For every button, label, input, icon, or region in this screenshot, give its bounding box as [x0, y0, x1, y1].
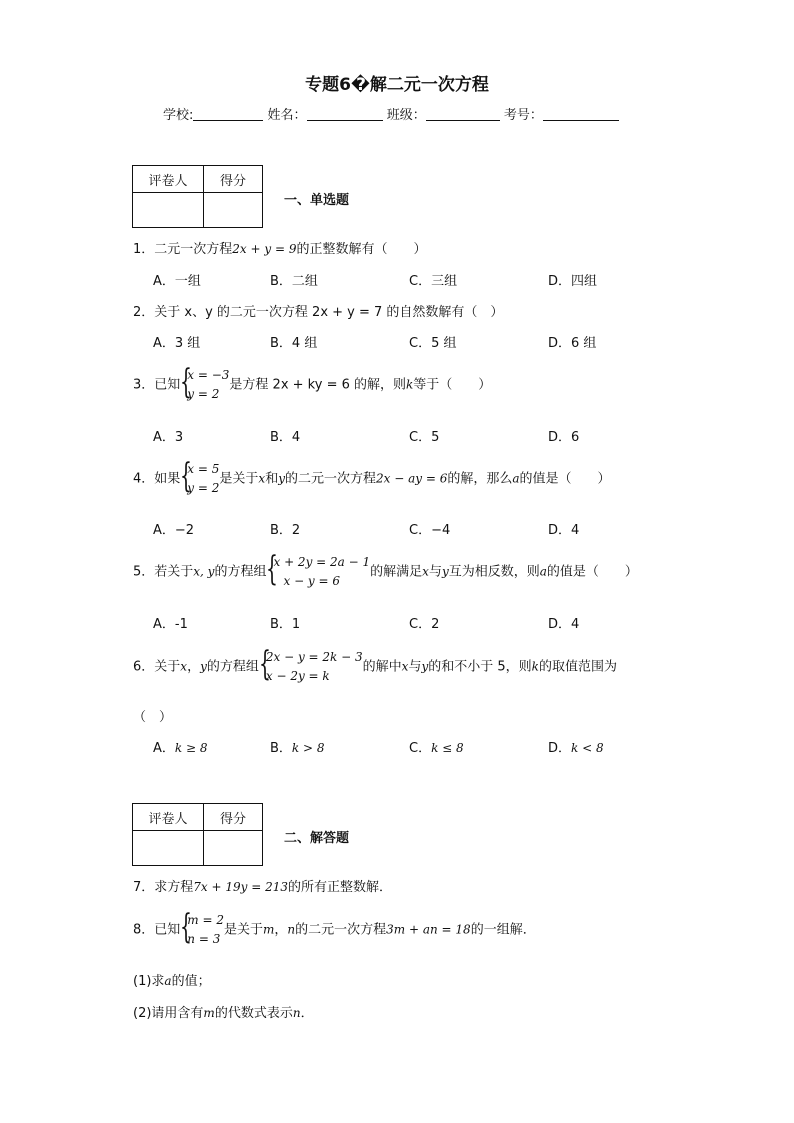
q6-system-line-1: 2x − y = 2k − 3	[265, 650, 363, 664]
score-table-1	[132, 165, 263, 228]
question-4	[133, 456, 611, 498]
q3-k: k	[406, 377, 414, 392]
q4-option-a[interactable]: A．−2	[153, 523, 195, 538]
question-1	[133, 238, 426, 257]
name-label: 姓名：	[267, 108, 307, 123]
grader-cell-2[interactable]	[133, 831, 204, 866]
q6-suffix-2: 的取值范围为	[538, 659, 617, 675]
score-header: 得分	[204, 166, 263, 193]
q3-option-c[interactable]: C．5	[409, 430, 440, 445]
q6-x: x	[180, 659, 188, 674]
q8-s2-n: n	[292, 1006, 301, 1020]
q6-comma: ，	[187, 659, 201, 675]
school-blank[interactable]	[193, 108, 263, 121]
q7-suffix: 的所有正整数解．	[288, 880, 393, 895]
q4-middle: 是关于	[219, 471, 259, 487]
q3-option-d[interactable]: D．6	[548, 430, 580, 445]
q4-suffix-2: 的值是（ ）	[519, 471, 611, 487]
q6-option-c-label: C．	[409, 741, 432, 756]
q6-y: y	[200, 659, 207, 674]
q4-y: y	[278, 471, 285, 486]
q1-prefix: 1．二元一次方程	[133, 242, 233, 257]
class-label: 班级：	[386, 108, 426, 123]
name-blank[interactable]	[307, 108, 383, 121]
question-2: 2．关于 x、y 的二元一次方程 2x + y = 7 的自然数解有（ ）	[133, 305, 504, 320]
q8-s2-suffix: ．	[300, 1006, 314, 1021]
q6-x-2: x	[401, 659, 409, 674]
grader-cell[interactable]	[133, 193, 204, 228]
q3-option-a[interactable]: A．3	[153, 430, 184, 445]
q7-equation: 7x + 19y = 213	[193, 880, 289, 894]
q1-option-a[interactable]: A．一组	[153, 274, 201, 289]
q6-option-b-label: B．	[270, 741, 292, 756]
question-3	[133, 362, 492, 404]
q6-option-b-value: k > 8	[291, 741, 325, 755]
q6-option-d[interactable]	[548, 737, 604, 756]
q8-s1-prefix: (1)求	[133, 974, 165, 989]
q3-system-line-1: x = −3	[187, 368, 230, 382]
q8-middle-2: 的二元一次方程	[295, 922, 387, 938]
q3-middle: 是方程 2x + ky = 6 的解，则	[229, 377, 406, 393]
q6-with: 与	[408, 659, 422, 675]
section-heading-single-choice: 一、单选题	[284, 193, 350, 208]
q6-option-b[interactable]	[270, 737, 325, 756]
q3-prefix: 3．已知	[133, 377, 181, 393]
q4-system-line-1: x = 5	[187, 462, 220, 476]
q8-system: { m = 2 n = 3	[180, 907, 224, 947]
q4-system: { x = 5 y = 2	[180, 456, 220, 496]
q4-and: 和	[265, 471, 279, 487]
q3-option-b[interactable]: B．4	[270, 430, 301, 445]
q5-option-b[interactable]: B．1	[270, 617, 301, 632]
q4-option-d[interactable]: D．4	[548, 523, 580, 538]
q8-s1-suffix: 的值；	[171, 974, 211, 989]
q5-prefix: 5．若关于	[133, 564, 194, 580]
q3-suffix: 等于（ ）	[413, 377, 492, 393]
q8-system-line-2: n = 3	[187, 932, 221, 946]
q2-option-d[interactable]: D．6 组	[548, 336, 597, 351]
q5-middle-2: 的解满足	[370, 564, 423, 580]
q8-suffix: 的一组解．	[470, 922, 536, 938]
number-blank[interactable]	[543, 108, 619, 121]
q6-answer-bracket: （ ）	[133, 710, 173, 725]
q1-option-c[interactable]: C．三组	[409, 274, 458, 289]
q5-system-line-1: x + 2y = 2a − 1	[273, 555, 371, 569]
q5-x: x	[422, 564, 429, 579]
score-cell-2[interactable]	[204, 831, 263, 866]
q6-middle: 的方程组	[206, 659, 259, 675]
q6-prefix: 6．关于	[133, 659, 181, 675]
q6-k: k	[531, 659, 539, 674]
q6-option-a-value: k ≥ 8	[174, 741, 208, 755]
q6-system: { 2x − y = 2k − 3 x − 2y = k	[258, 644, 363, 684]
q6-option-d-label: D．	[548, 741, 572, 756]
q5-y: y	[441, 564, 449, 579]
page-title: 专题6�解二元一次方程	[305, 75, 489, 95]
q3-system-line-2: y = 2	[187, 387, 220, 401]
q6-suffix: 的和不小于 5，则	[428, 659, 532, 675]
q5-system-line-2: x − y = 6	[283, 574, 341, 588]
question-6	[133, 644, 617, 686]
q6-option-a-label: A．	[153, 741, 175, 756]
q1-option-b[interactable]: B．二组	[270, 274, 318, 289]
q4-a: a	[512, 471, 520, 486]
q4-x: x	[258, 471, 266, 486]
q5-option-a[interactable]: A．-1	[153, 617, 188, 632]
q8-equation: 3m + an = 18	[386, 922, 471, 937]
q8-s1-a: a	[164, 974, 172, 988]
q5-system: { x + 2y = 2a − 1 x − y = 6	[266, 549, 371, 589]
q8-s2-prefix: (2)请用含有	[133, 1006, 204, 1021]
q6-y-2: y	[421, 659, 429, 674]
question-5	[133, 549, 638, 591]
q4-prefix: 4．如果	[133, 471, 181, 487]
q6-middle-2: 的解中	[362, 659, 402, 675]
q1-equation: 2x + y = 9	[232, 242, 297, 256]
q1-suffix: 的正整数解有（ ）	[296, 242, 427, 257]
q4-system-line-2: y = 2	[187, 481, 220, 495]
q8-middle: 是关于	[223, 922, 263, 938]
q8-subquestion-2	[133, 1002, 314, 1021]
number-label: 考号：	[503, 108, 543, 123]
q5-middle: 的方程组	[214, 564, 267, 580]
q5-suffix: 互为相反数，则	[448, 564, 540, 580]
question-8	[133, 907, 536, 949]
q2-option-c[interactable]: C．5 组	[409, 336, 457, 351]
q4-option-c[interactable]: C．−4	[409, 523, 451, 538]
q4-option-b[interactable]: B．2	[270, 523, 301, 538]
grader-header: 评卷人	[133, 166, 204, 193]
q5-option-d[interactable]: D．4	[548, 617, 580, 632]
q4-middle-2: 的二元一次方程	[284, 471, 376, 487]
q5-suffix-2: 的值是（ ）	[546, 564, 638, 580]
q5-with: 与	[428, 564, 442, 580]
q6-option-a[interactable]	[153, 737, 208, 756]
q6-option-c[interactable]	[409, 737, 464, 756]
section-heading-answer: 二、解答题	[284, 831, 350, 846]
q8-system-line-1: m = 2	[187, 913, 224, 927]
q1-option-d[interactable]: D．四组	[548, 274, 598, 289]
student-info-line	[163, 104, 619, 123]
q8-s2-middle: 的代数式表示	[214, 1006, 293, 1021]
q8-n: n	[287, 922, 296, 937]
grader-header-2: 评卷人	[133, 804, 204, 831]
q5-a: a	[539, 564, 547, 579]
q8-subquestion-1	[133, 970, 211, 989]
q4-equation: 2x − ay = 6	[376, 471, 448, 486]
class-blank[interactable]	[426, 108, 500, 121]
q2-option-b[interactable]: B．4 组	[270, 336, 318, 351]
q2-option-a[interactable]: A．3 组	[153, 336, 201, 351]
question-7	[133, 876, 392, 895]
q3-system: { x = −3 y = 2	[180, 362, 230, 402]
score-table-2	[132, 803, 263, 866]
q5-xy: x, y	[193, 564, 215, 579]
score-cell[interactable]	[204, 193, 263, 228]
q4-suffix: 的解，那么	[447, 471, 513, 487]
q7-prefix: 7．求方程	[133, 880, 194, 895]
score-header-2: 得分	[204, 804, 263, 831]
q5-option-c[interactable]: C．2	[409, 617, 440, 632]
q6-option-c-value: k ≤ 8	[431, 741, 464, 755]
q6-system-line-2: x − 2y = k	[265, 669, 330, 683]
q8-comma: ，	[274, 922, 288, 938]
q8-s2-m: m	[203, 1006, 215, 1020]
q6-option-d-value: k < 8	[571, 741, 604, 755]
q8-prefix: 8．已知	[133, 922, 181, 938]
school-label: 学校:	[163, 108, 194, 123]
q8-m: m	[263, 922, 275, 937]
